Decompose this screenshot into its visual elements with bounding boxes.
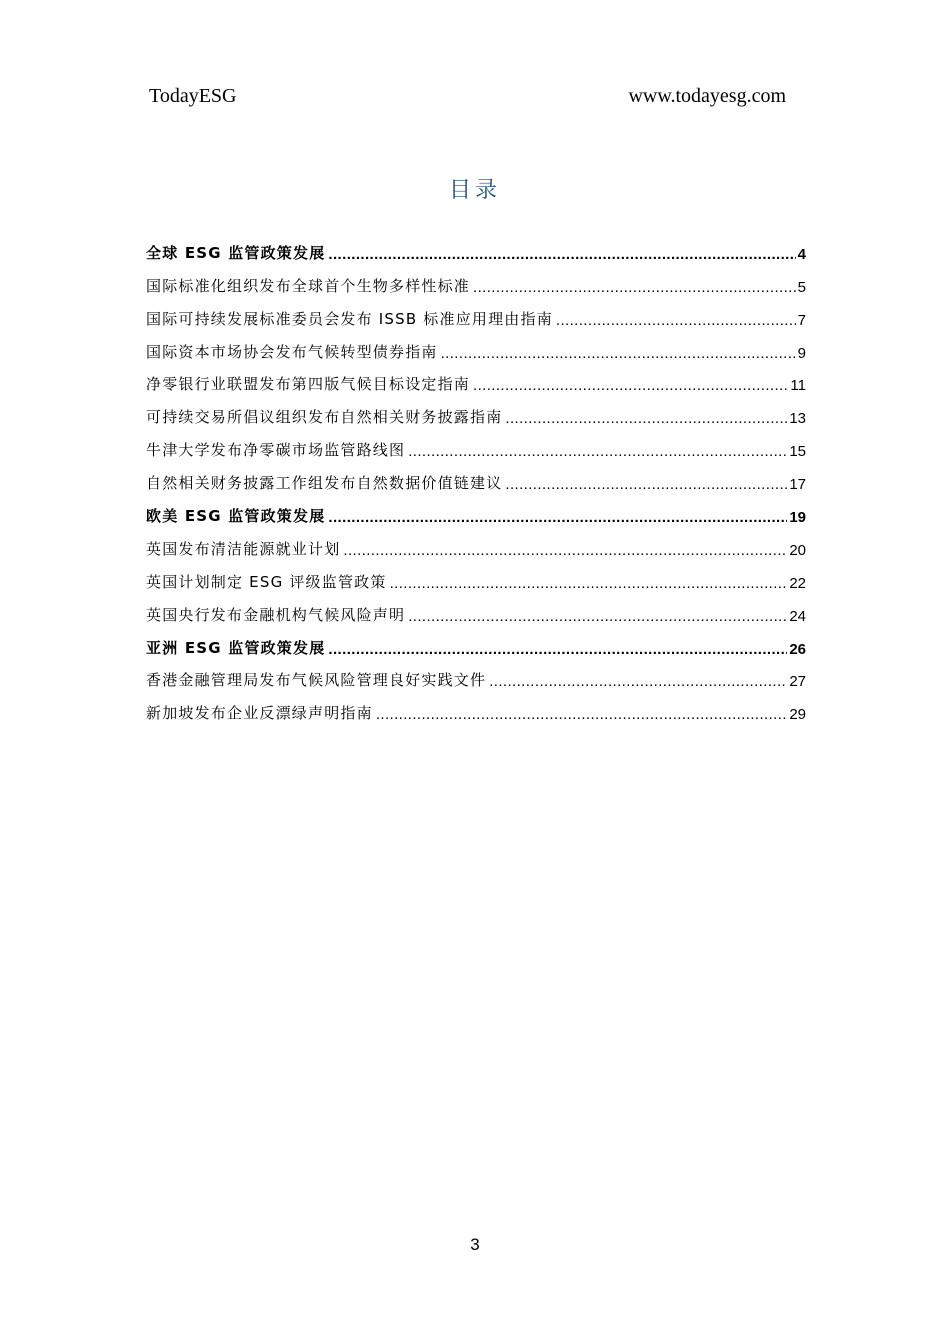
- toc-dot-leader: [408, 442, 787, 464]
- toc-section-asia[interactable]: [146, 629, 806, 662]
- toc-entry-page: 17: [789, 476, 806, 494]
- toc-dot-leader: [505, 409, 787, 431]
- toc-entry-label: 亚洲 ESG 监管政策发展: [146, 638, 326, 657]
- toc-item[interactable]: [146, 333, 806, 366]
- toc-dot-leader: [343, 541, 787, 563]
- toc-entry-page: 9: [797, 344, 806, 362]
- toc-entry-label: 全球 ESG 监管政策发展: [146, 243, 326, 262]
- toc-dot-leader: [489, 672, 787, 694]
- toc-entry-page: 24: [789, 607, 806, 625]
- toc-item[interactable]: [146, 267, 806, 300]
- toc-entry-label: 英国央行发布金融机构气候风险声明: [146, 605, 406, 624]
- toc-dot-leader: [328, 640, 787, 662]
- toc-dot-leader: [390, 574, 788, 596]
- toc-entry-label: 牛津大学发布净零碳市场监管路线图: [146, 441, 406, 460]
- toc-entry-label: 新加坡发布企业反漂绿声明指南: [146, 704, 373, 723]
- toc-entry-label: 香港金融管理局发布气候风险管理良好实践文件: [146, 671, 487, 690]
- toc-entry-page: 19: [789, 509, 806, 527]
- toc-dot-leader: [505, 475, 787, 497]
- toc-section-europe-america[interactable]: [146, 497, 806, 530]
- toc-section-global[interactable]: [146, 234, 806, 267]
- toc-item[interactable]: [146, 464, 806, 497]
- toc-entry-page: 22: [789, 574, 806, 592]
- toc-dot-leader: [473, 376, 788, 398]
- toc-entry-page: 26: [789, 640, 806, 658]
- toc-entry-page: 27: [789, 673, 806, 691]
- toc-entry-label: 英国发布清洁能源就业计划: [146, 539, 341, 558]
- toc-dot-leader: [328, 245, 795, 267]
- header-site-name: TodayESG: [149, 85, 237, 107]
- toc-dot-leader: [556, 311, 796, 333]
- toc-item[interactable]: [146, 662, 806, 695]
- toc-item[interactable]: [146, 398, 806, 431]
- toc-dot-leader: [376, 705, 788, 727]
- toc-dot-leader: [408, 607, 787, 629]
- toc-entry-label: 可持续交易所倡议组织发布自然相关财务披露指南: [146, 408, 503, 427]
- header-site-url: www.todayesg.com: [628, 85, 786, 107]
- toc-entry-label: 英国计划制定 ESG 评级监管政策: [146, 572, 387, 591]
- toc-entry-label: 自然相关财务披露工作组发布自然数据价值链建议: [146, 474, 503, 493]
- toc-entry-label: 国际资本市场协会发布气候转型债券指南: [146, 342, 438, 361]
- page-number: 3: [470, 1235, 480, 1254]
- table-of-contents: [146, 234, 806, 727]
- toc-item[interactable]: [146, 694, 806, 727]
- toc-entry-page: 11: [790, 377, 806, 395]
- toc-dot-leader: [441, 344, 796, 366]
- toc-entry-page: 20: [789, 541, 806, 559]
- toc-entry-label: 国际可持续发展标准委员会发布 ISSB 标准应用理由指南: [146, 309, 553, 328]
- toc-entry-page: 29: [789, 706, 806, 724]
- toc-item[interactable]: [146, 300, 806, 333]
- toc-title: 目录: [448, 178, 501, 203]
- toc-entry-page: 5: [797, 278, 806, 296]
- toc-item[interactable]: [146, 563, 806, 596]
- toc-item[interactable]: [146, 431, 806, 464]
- toc-entry-label: 净零银行业联盟发布第四版气候目标设定指南: [146, 375, 471, 394]
- toc-item[interactable]: [146, 366, 806, 399]
- toc-dot-leader: [328, 508, 787, 530]
- toc-entry-page: 7: [797, 311, 806, 329]
- toc-item[interactable]: [146, 530, 806, 563]
- toc-entry-page: 15: [789, 443, 806, 461]
- toc-entry-page: 13: [789, 410, 806, 428]
- toc-entry-label: 欧美 ESG 监管政策发展: [146, 507, 326, 526]
- toc-entry-label: 国际标准化组织发布全球首个生物多样性标准: [146, 276, 471, 295]
- toc-dot-leader: [473, 278, 796, 300]
- toc-entry-page: 4: [797, 245, 806, 263]
- toc-item[interactable]: [146, 596, 806, 629]
